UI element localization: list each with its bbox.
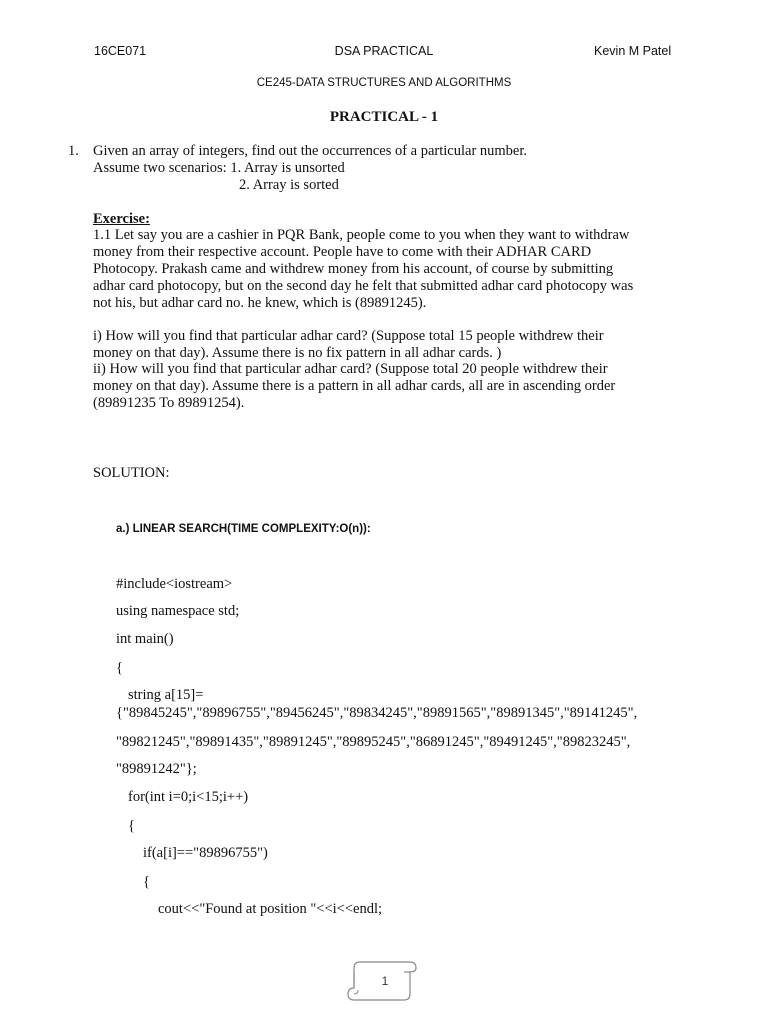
code-line: { [128,818,135,834]
page-number-scroll [346,958,418,1004]
code-line: int main() [116,631,174,647]
solution-label: SOLUTION: [93,465,170,481]
header-center: DSA PRACTICAL [334,44,434,58]
section-a-heading: a.) LINEAR SEARCH(TIME COMPLEXITY:O(n)): [116,523,371,535]
exercise-line: 1.1 Let say you are a cashier in PQR Bank, people come to you when they want to withdraw [93,227,630,243]
header-left: 16CE071 [94,44,147,58]
exercise-line: adhar card photocopy, but on the second day he felt that submitted adhar card photocopy was [93,278,634,294]
question-line-2: Assume two scenarios: 1. Array is unsorted [93,160,345,176]
question-number: 1. [68,143,79,159]
course-subtitle: CE245-DATA STRUCTURES AND ALGORITHMS [256,77,512,89]
code-line: "89891242"}; [116,761,197,777]
code-line: "89821245","89891435","89891245","89895245","86891245","89491245","89823245", [116,734,631,750]
page-title: PRACTICAL - 1 [329,109,439,125]
code-line: { [116,660,123,676]
code-line: if(a[i]=="89896755") [143,845,268,861]
exercise-heading: Exercise: [93,211,150,227]
exercise-line: money from their respective account. People have to come with their ADHAR CARD [93,244,592,260]
code-line: { [143,874,150,890]
code-line: for(int i=0;i<15;i++) [128,789,249,805]
page-number: 1 [381,974,389,988]
code-line: {"89845245","89896755","89456245","89834245","89891565","89891345","89141245", [116,705,638,721]
question-line-1: Given an array of integers, find out the occurrences of a particular number. [93,143,528,159]
question-line-3: 2. Array is sorted [239,177,339,193]
exercise-question-line: i) How will you find that particular adhar card? (Suppose total 15 people withdrew their [93,328,604,344]
exercise-line: Photocopy. Prakash came and withdrew money from his account, of course by submitting [93,261,614,277]
exercise-question-line: (89891235 To 89891254). [93,395,245,411]
code-line: #include<iostream> [116,576,233,592]
exercise-question-line: money on that day). Assume there is a pattern in all adhar cards, all are in ascending order [93,378,616,394]
code-line: using namespace std; [116,603,240,619]
exercise-question-line: ii) How will you find that particular adhar card? (Suppose total 20 people withdrew their [93,361,608,377]
exercise-question-line: money on that day). Assume there is no fix pattern in all adhar cards. ) [93,345,502,361]
code-line: string a[15]= [128,687,204,703]
exercise-line: not his, but adhar card no. he knew, which is (89891245). [93,295,427,311]
header-right: Kevin M Patel [594,44,672,58]
code-line: cout<<"Found at position "<<i<<endl; [158,901,383,917]
